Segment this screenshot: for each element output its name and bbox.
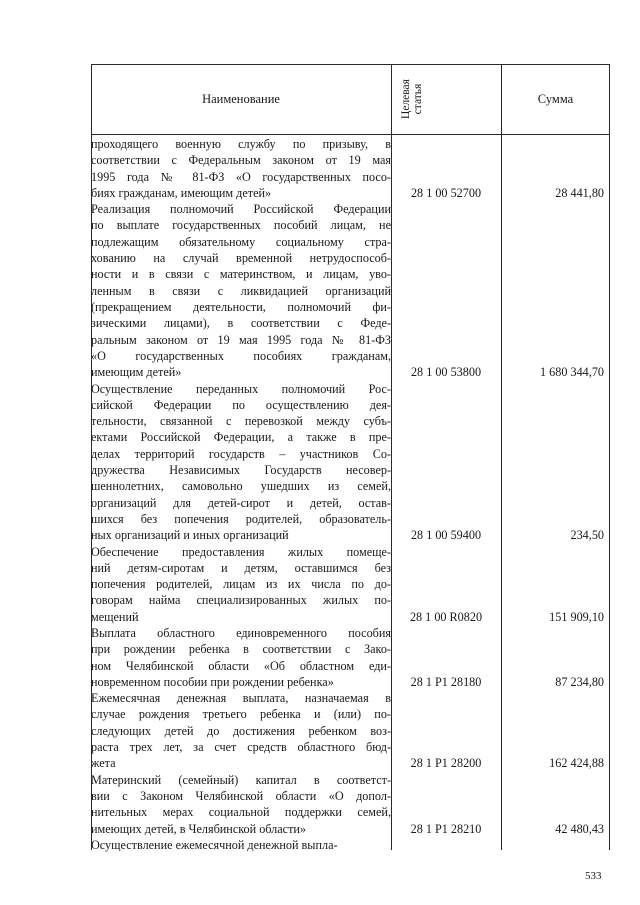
row-text-line: хованию на случай временной нетрудоспособ- [91, 251, 391, 266]
table-row-name [91, 381, 391, 544]
row-text-line: следующих детей до достижения ребенком воз- [91, 723, 391, 738]
row-text-line: шеннолетних, самовольно ушедших из семей, [91, 479, 391, 494]
page-number: 533 [585, 870, 602, 882]
row-text-line: говорам найма специализированных жилых по- [91, 593, 391, 608]
table-row-name [91, 772, 391, 837]
table-header-divider [91, 134, 610, 135]
row-text-line: Осуществление переданных полномочий Рос- [91, 381, 391, 396]
table-row-code: 28 1 00 52700 [410, 185, 482, 200]
table-row-code: 28 1 00 53800 [410, 365, 482, 380]
row-text-line: по выплате государственных пособий лицам, не [91, 218, 391, 233]
table-row-code: 28 1 P1 28180 [410, 674, 482, 689]
table-row-name [91, 136, 391, 201]
table-row-code: 28 1 00 59400 [410, 528, 482, 543]
table-row-sum: 234,50 [570, 528, 604, 543]
column-header-code-line1: Целевая [400, 79, 412, 119]
row-text-line: раста трех лет, за счет средств областного бюд- [91, 740, 391, 755]
row-text-line: «О государственных пособиях гражданам, [91, 348, 391, 363]
row-text-line: нительных мерах социальной поддержки семей, [91, 805, 391, 820]
budget-table [91, 64, 610, 850]
table-row-code: 28 1 P1 28210 [410, 821, 482, 836]
row-text-line: ний детям-сиротам и детям, оставшимся без [91, 560, 391, 575]
table-border-right [609, 64, 610, 850]
row-text-line: Выплата областного единовременного пособия [91, 626, 391, 640]
row-text-line: при рождении ребенка в соответствии с Зако- [91, 642, 391, 657]
row-text-line: жета [91, 756, 116, 771]
row-text-line: проходящего военную службу по призыву, в [91, 137, 391, 151]
table-row-sum: 87 234,80 [555, 674, 604, 689]
table-row-name [91, 690, 391, 771]
row-text-line: шихся без попечения родителей, образователь- [91, 511, 391, 526]
column-header-code-line2: статья [412, 83, 424, 115]
row-text-line: дружества Независимых Государств несовер- [91, 462, 391, 477]
row-text-line: зическими лицами), в соответствии с Феде- [91, 316, 391, 331]
row-text-line: ности и в связи с материнством, и лицам, уво- [91, 267, 391, 282]
table-row-sum: 1 680 344,70 [540, 365, 604, 380]
table-row-sum: 151 909,10 [549, 609, 604, 624]
row-text-line: подлежащим обязательному социальному стра- [91, 234, 391, 249]
table-row-name [91, 201, 391, 380]
table-row-name [91, 837, 391, 853]
row-text-line: соответствии с Федеральным законом от 19 мая [91, 153, 391, 168]
row-text-line: Реализация полномочий Российской Федерации [91, 202, 391, 217]
column-header-code [391, 64, 433, 134]
row-text-line: ектами Российской Федерации, а также в пре- [91, 430, 391, 445]
row-text-line: сийской Федерации по осуществлению дея- [91, 397, 391, 412]
row-text-line: (прекращением деятельности, полномочий фи- [91, 299, 391, 314]
table-column-divider [501, 64, 502, 850]
table-row-name [91, 544, 391, 625]
row-text-line: ном Челябинской области «Об областном еди- [91, 658, 391, 673]
row-text-line: Обеспечение предоставления жилых помеще- [91, 544, 391, 559]
column-header-name: Наименование [202, 91, 280, 106]
row-text-line: ленным в связи с ликвидацией организаций [91, 283, 391, 298]
row-text-line: случае рождения третьего ребенка и (или) по- [91, 707, 391, 722]
row-text-line: имеющих детей, в Челябинской области» [91, 821, 307, 836]
row-text-line: имеющим детей» [91, 365, 182, 380]
row-text-line: делах территорий государств – участников Со- [91, 446, 391, 461]
row-text-line: ральным законом от 19 мая 1995 года № 81-ФЗ [91, 332, 391, 347]
table-row-code: 28 1 00 R0820 [409, 609, 483, 624]
table-row-sum: 42 480,43 [555, 821, 604, 836]
row-text-line: мещений [91, 609, 139, 624]
table-row-name [91, 625, 391, 690]
row-text-line: Ежемесячная денежная выплата, назначаемая в [91, 691, 391, 706]
table-row-code: 28 1 P1 28200 [410, 756, 482, 771]
row-text-line: организаций для детей-сирот и детей, остав- [91, 495, 391, 510]
row-text-line: Материнский (семейный) капитал в соответст- [91, 772, 391, 787]
table-row-sum: 162 424,88 [549, 756, 604, 771]
row-text-line: 1995 года № 81-ФЗ «О государственных посо- [91, 169, 391, 184]
table-column-divider [391, 64, 392, 850]
row-text-line: попечения родителей, лицам из их числа по до- [91, 577, 391, 592]
row-text-line: вии с Законом Челябинской области «О допол- [91, 788, 391, 803]
column-header-sum: Сумма [537, 91, 574, 106]
row-text-line: биях гражданам, имеющим детей» [91, 185, 272, 200]
row-text-line: тельности, связанной с перевозкой между субъ- [91, 414, 391, 429]
row-text-line: ных организаций и иных организаций [91, 528, 289, 543]
row-text-line: Осуществление ежемесячной денежной выпла- [91, 837, 338, 852]
row-text-line: новременном пособии при рождении ребенка» [91, 674, 334, 689]
table-row-sum: 28 441,80 [555, 185, 604, 200]
